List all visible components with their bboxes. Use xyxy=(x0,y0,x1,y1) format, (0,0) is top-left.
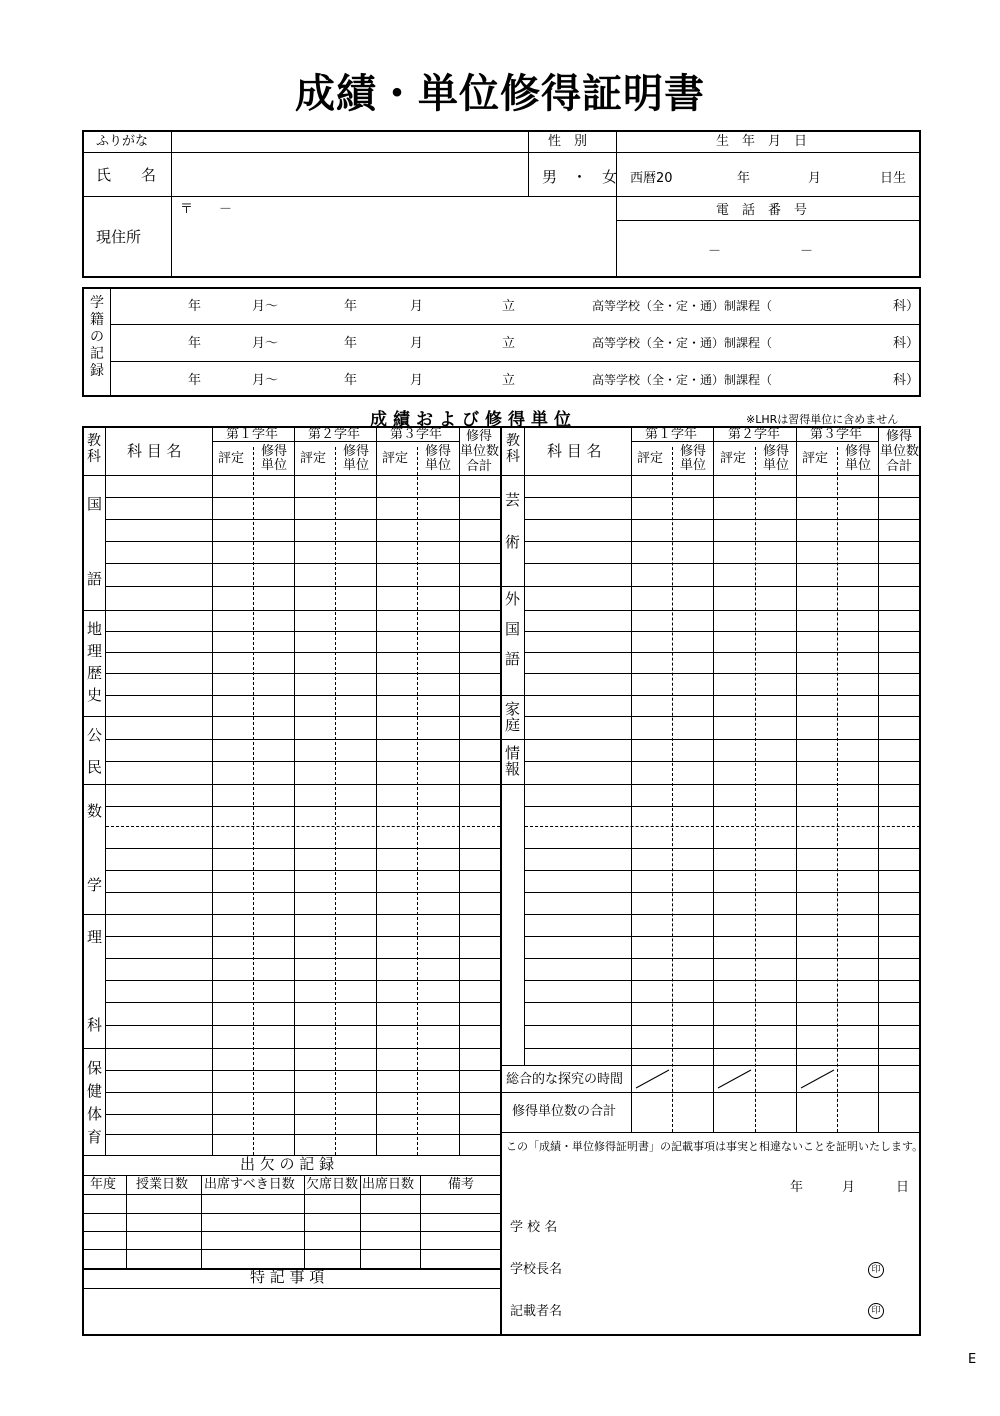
furigana-label: ふりがな xyxy=(96,134,149,149)
lhr-note: ※LHRは習得単位に含めません xyxy=(746,413,899,426)
subject-hoken-2: 健 xyxy=(87,1082,103,1100)
cert-principal: 学校長名 xyxy=(510,1262,563,1277)
left-y1-hyoutei: 評定 xyxy=(218,451,245,466)
phone-label: 電 話 番 号 xyxy=(716,203,808,218)
left-y3-hyoutei: 評定 xyxy=(382,451,409,466)
subject-koumin-2: 民 xyxy=(87,758,103,776)
record-row-3-month-start: 月～ xyxy=(252,373,279,388)
principal-seal-icon: 印 xyxy=(868,1262,884,1278)
left-y3-shutoku-b: 単位 xyxy=(425,458,452,473)
cert-day: 日 xyxy=(896,1180,910,1195)
subject-chireki-4: 史 xyxy=(87,686,103,704)
record-row-1-year-end: 年 xyxy=(344,299,358,314)
right-y2-shutoku-b: 単位 xyxy=(763,458,790,473)
subject-jouhou-1: 情 xyxy=(505,744,521,762)
left-total-c: 合計 xyxy=(466,459,493,474)
att-col-kesseki: 欠席日数 xyxy=(306,1177,359,1192)
record-row-2-year-end: 年 xyxy=(344,336,358,351)
left-year2-header: 第２学年 xyxy=(308,427,361,442)
subject-gaikokugo-2: 国 xyxy=(505,620,521,638)
subject-koumin-1: 公 xyxy=(87,726,103,744)
left-y2-shutoku-b: 単位 xyxy=(343,458,370,473)
left-year1-header: 第１学年 xyxy=(226,427,279,442)
subject-katei-2: 庭 xyxy=(505,716,521,734)
record-row-3-ritsu: 立 xyxy=(502,373,516,388)
right-y1-hyoutei: 評定 xyxy=(637,451,664,466)
subject-chireki-3: 歴 xyxy=(87,664,103,682)
subject-chireki-1: 地 xyxy=(87,620,103,638)
left-kamoku-header: 科 目 名 xyxy=(127,442,182,460)
cert-year: 年 xyxy=(790,1180,804,1195)
phone-dash-2: － xyxy=(800,244,814,259)
record-row-1-ka: 科） xyxy=(893,299,920,314)
right-y1-shutoku-a: 修得 xyxy=(680,444,707,459)
cert-school-name: 学 校 名 xyxy=(510,1220,558,1235)
record-row-1-school: 高等学校（全・定・通）制課程（ xyxy=(592,299,773,313)
left-year3-header: 第３学年 xyxy=(390,427,443,442)
record-row-2-month-end: 月 xyxy=(410,336,424,351)
subject-chireki-2: 理 xyxy=(87,642,103,660)
right-year2-header: 第２学年 xyxy=(728,427,781,442)
subject-hoken-1: 保 xyxy=(87,1059,103,1077)
name-label: 氏 名 xyxy=(96,166,157,184)
subject-rika-1: 理 xyxy=(87,928,103,946)
record-row-3-month-end: 月 xyxy=(410,373,424,388)
right-y3-hyoutei: 評定 xyxy=(802,451,829,466)
subject-geijutsu-2: 術 xyxy=(505,533,521,551)
right-total-a: 修得 xyxy=(886,429,913,444)
right-year3-header: 第３学年 xyxy=(810,427,863,442)
record-row-2-ka: 科） xyxy=(893,336,920,351)
record-row-3-year-start: 年 xyxy=(188,373,202,388)
left-total-a: 修得 xyxy=(466,429,493,444)
att-col-nendo: 年度 xyxy=(90,1177,117,1192)
att-col-shusseki: 出席日数 xyxy=(362,1177,415,1192)
att-col-bikou: 備考 xyxy=(448,1177,475,1192)
subject-gaikokugo-3: 語 xyxy=(505,650,521,668)
subject-kokugo-2: 語 xyxy=(87,570,103,588)
grades-heading: 成績および修得単位 xyxy=(370,410,577,430)
subject-suugaku-1: 数 xyxy=(87,802,103,820)
right-y3-shutoku-b: 単位 xyxy=(845,458,872,473)
subject-suugaku-2: 学 xyxy=(87,876,103,894)
right-y2-shutoku-a: 修得 xyxy=(763,444,790,459)
sougou-label: 総合的な探究の時間 xyxy=(506,1072,624,1087)
record-row-1-month-start: 月～ xyxy=(252,299,279,314)
att-col-jugyo: 授業日数 xyxy=(136,1177,189,1192)
gender-value: 男 ・ 女 xyxy=(542,168,618,186)
total-units-label: 修得単位数の合計 xyxy=(512,1104,617,1119)
record-row-2-ritsu: 立 xyxy=(502,336,516,351)
sougou-slash-3 xyxy=(797,1066,838,1092)
record-row-2-school: 高等学校（全・定・通）制課程（ xyxy=(592,336,773,350)
right-kyouka-header: 教 科 xyxy=(506,433,520,465)
left-total-b: 単位数 xyxy=(460,444,500,459)
right-y1-shutoku-b: 単位 xyxy=(680,458,707,473)
record-row-3-ka: 科） xyxy=(893,373,920,388)
record-row-2-month-start: 月～ xyxy=(252,336,279,351)
left-kyouka-header: 教 科 xyxy=(87,433,101,465)
school-record-label: 学 籍 の 記 録 xyxy=(90,295,104,379)
subject-hoken-4: 育 xyxy=(87,1128,103,1146)
postal-mark: 〒 － xyxy=(180,202,233,217)
right-y2-hyoutei: 評定 xyxy=(720,451,747,466)
subject-gaikokugo-1: 外 xyxy=(505,590,521,608)
sougou-slash-2 xyxy=(714,1066,755,1092)
left-y3-shutoku-a: 修得 xyxy=(425,444,452,459)
left-y2-hyoutei: 評定 xyxy=(300,451,327,466)
left-y2-shutoku-a: 修得 xyxy=(343,444,370,459)
subject-jouhou-2: 報 xyxy=(505,760,521,778)
birth-era: 西暦20 xyxy=(630,171,673,186)
phone-dash-1: － xyxy=(708,244,722,259)
birth-day: 日生 xyxy=(880,171,907,186)
right-total-b: 単位数 xyxy=(880,444,920,459)
subject-kokugo-1: 国 xyxy=(87,495,103,513)
record-row-3-school: 高等学校（全・定・通）制課程（ xyxy=(592,373,773,387)
subject-geijutsu-1: 芸 xyxy=(505,491,521,509)
left-y1-shutoku-a: 修得 xyxy=(261,444,288,459)
gender-label: 性 別 xyxy=(548,134,588,149)
subject-katei-1: 家 xyxy=(505,700,521,718)
cert-recorder: 記載者名 xyxy=(510,1304,563,1319)
birth-month: 月 xyxy=(808,171,822,186)
right-total-c: 合計 xyxy=(886,459,913,474)
address-label: 現住所 xyxy=(96,228,142,246)
cert-month: 月 xyxy=(842,1180,856,1195)
birth-label: 生 年 月 日 xyxy=(716,134,808,149)
document-title: 成績・単位修得証明書 xyxy=(295,70,705,117)
right-y3-shutoku-a: 修得 xyxy=(845,444,872,459)
left-y1-shutoku-b: 単位 xyxy=(261,458,288,473)
page-mark: E xyxy=(968,1352,977,1367)
sougou-slash-1 xyxy=(632,1066,673,1092)
certification-statement: この「成績・単位修得証明書」の記載事項は事実と相違ないことを証明いたします。 xyxy=(506,1140,924,1153)
record-row-1-ritsu: 立 xyxy=(502,299,516,314)
subject-rika-2: 科 xyxy=(87,1016,103,1034)
att-col-shusseki-subeki: 出席すべき日数 xyxy=(204,1177,295,1192)
recorder-seal-icon: 印 xyxy=(868,1303,884,1319)
record-row-1-month-end: 月 xyxy=(410,299,424,314)
special-heading: 特 記 事 項 xyxy=(250,1268,325,1286)
record-row-3-year-end: 年 xyxy=(344,373,358,388)
subject-hoken-3: 体 xyxy=(87,1105,103,1123)
right-year1-header: 第１学年 xyxy=(645,427,698,442)
attendance-heading: 出 欠 の 記 録 xyxy=(240,1155,335,1173)
birth-year: 年 xyxy=(737,171,751,186)
record-row-2-year-start: 年 xyxy=(188,336,202,351)
record-row-1-year-start: 年 xyxy=(188,299,202,314)
right-kamoku-header: 科 目 名 xyxy=(547,442,602,460)
